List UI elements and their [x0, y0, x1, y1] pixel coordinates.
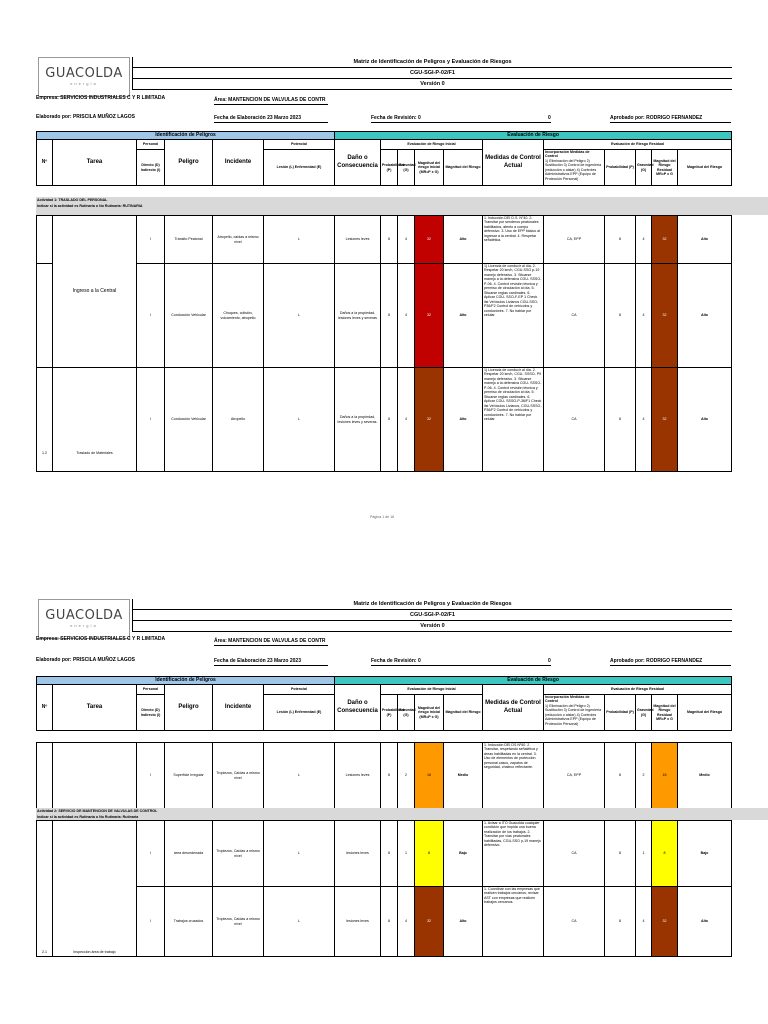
activity-band — [36, 197, 768, 215]
risk-table-body — [36, 742, 732, 809]
company-logo: GUACOLDA energía — [38, 57, 130, 97]
risk-magnitude-cell: 8 — [652, 821, 678, 887]
table-row: I Superficie Irregular Tropiezos, Caídas a mismo nivel L Lesiones leves 8 2 16 Medio 1. Inducción DEI DS Nº40. 2. Transitar, respetando señalética y áreas habilitadas en la central. 3. Uso de elementos de protección personal casco, zapatos de seguridad, chaleco reflectante. CA, EPP 8 2 16 Medio — [37, 743, 732, 809]
document-code: CGU-SGI-P-02/F1 — [133, 68, 732, 79]
risk-magnitude-cell: 32 — [415, 264, 444, 368]
table-row: I Trabajos cruzados Tropiezos, Caídas a mismo nivel L lesiones leves 8 4 32 Alto 1. Coordinar con las empresas que realicen trabajos cercanos, revisar AST con empresas que realicen trabajos cercanos. CA 8 4 32 Alto — [37, 887, 732, 957]
risk-table-header: Identificación de Peligros Evaluación de Riesgo Nº Tarea Personal Peligro Incidente Potencial Daño o Consecuencia Evaluación de Riesgo Inicial Medidas de Control Actual Evaluación de Riesgo Residual Directo (D) Indirecto (I) Lesión (L) Enfermedad (E) Probabilidad (P) Gravedad (G) Magnitud del riesgo inicial (MR=P x G) Magnitud del Riesgo Incorporación Medidas de Control 1) Eliminación del Peligro 2) Sustitución 3) Control de ingeniería (reducción o aislar) 4) Controles Administrativos EPP (Equipo de Protección Personal) Probabilidad (P) Gravedad (G) Magnitud del Riesgo Residual MR=P x G Magnitud del Riesgo — [36, 131, 732, 186]
risk-magnitude-cell: 8 — [415, 821, 444, 887]
document-title-box — [132, 57, 732, 90]
activity-title: Actividad 1: TRASLADO DEL PERSONAL — [37, 198, 108, 202]
page-number: Página 1 de 16 — [370, 515, 395, 519]
company-logo: GUACOLDA energía — [38, 599, 130, 639]
document-version: Versión 0 — [133, 79, 732, 90]
activity-band — [36, 808, 768, 820]
revision-label: Fecha de Revisión: 0 — [371, 115, 421, 121]
elaborado-label: Elaborado por: PRISCILA MUÑOZ LAGOS — [36, 114, 135, 120]
risk-magnitude-cell: 32 — [415, 887, 444, 957]
risk-magnitude-cell: 32 — [652, 216, 678, 264]
risk-magnitude-cell: 32 — [652, 368, 678, 472]
identificacion-header: Identificación de Peligros — [37, 132, 335, 140]
risk-magnitude-cell: 16 — [652, 743, 678, 809]
revision-value: 0 — [548, 115, 551, 121]
risk-table-header: Identificación de Peligros Evaluación de Riesgo Nº Tarea Personal Peligro Incidente Potencial Daño o Consecuencia Evaluación de Riesgo Inicial Medidas de Control Actual Evaluación de Riesgo Residual Directo (D) Indirecto (I) Lesión (L) Enfermedad (E) Probabilidad (P) Gravedad (G) Magnitud del riesgo inicial (MR=P x G) Magnitud del Riesgo Incorporación Medidas de Control 1) Eliminación del Peligro 2) Sustitución 3) Control de ingeniería (reducción o aislar) 4) Controles Administrativos EPP (Equipo de Protección Personal) Probabilidad (P) Gravedad (G) Magnitud del Riesgo Residual MR=P x G Magnitud del Riesgo — [36, 676, 732, 731]
risk-magnitude-cell: 16 — [415, 743, 444, 809]
risk-magnitude-cell: 32 — [415, 216, 444, 264]
document-title-box: Matriz de Identificación de Peligros y Evaluación de Riesgos CGU-SGI-P-02/F1 Versión 0 — [132, 599, 732, 632]
activity-type: Indicar si la actividad es Rutinaria o No Rutinaria: RUTINARIA — [37, 204, 143, 208]
activity-title: Actividad 2: SERVICIO DE MANTENCION DE VALVULAS DE CONTROL — [37, 809, 158, 813]
fecha-label: Fecha de Elaboración 23 Marzo 2023 — [214, 115, 301, 121]
risk-table-body-2 — [36, 820, 732, 957]
empresa-label: Empresa: SERVICIOS INDUSTRIALES C Y R LIMITADA — [36, 95, 166, 101]
risk-magnitude-cell: 32 — [415, 368, 444, 472]
table-row: 2.1 Inspección área de trabajo I área desordenada Tropiezos, Caídas a mismo nivel L lesiones leves 8 1 8 Bajo 1. Avisar a ITO Guacolda cualquier condición que impida una buena realización de los trabajos. 2. Transitar por vías peatonales habilitadas, CGU-SSO p-19 manejo defensivo. CA 8 1 8 Bajo — [37, 821, 732, 887]
area-label: Área: MANTENCION DE VALVULAS DE CONTR — [214, 97, 326, 103]
activity-type: Indicar si la actividad es Rutinaria o No Rutinaria: Rutinaria — [37, 815, 139, 819]
risk-magnitude-cell: 32 — [652, 264, 678, 368]
page-2: GUACOLDA energía Matriz de Identificación de Peligros y Evaluación de Riesgos CGU-SGI-P-02/F1 Versión 0 Empresa: SERVICIOS INDUSTRIALES C Y R LIMITADA Área: MANTENCION DE VALVULAS DE CONTR Elaborado por: PRISCILA MUÑOZ LAGOS Fecha de Elaboración 23 Marzo 2023 Fecha de Revisión: 0 0 Aprobado por: RODRIGO FERNANDEZ Identificación de Peligros Evaluación de Riesgo Nº Tarea Personal Peligro Incidente Potencial Daño o Consecuencia Evaluación de Riesgo Inicial Medidas de Control Actual Evaluación de Riesgo Residual Directo (D) Indirecto (I) Lesión (L) Enfermedad (E) Probabilidad (P) Gravedad (G) Magnitud del riesgo inicial (MR=P x G) Magnitud del Riesgo Incorporación Medidas de Control 1) Eliminación del Peligro 2) Sustitución 3) Control de ingeniería (reducción o aislar) 4) Controles Administrativos EPP (Equipo de Protección Personal) Probabilidad (P) Gravedad (G) Magnitud del Riesgo Residual MR=P x G Magnitud del Riesgo I Superficie Irregular Tropiezos, Caídas a mismo nivel L Lesiones leves 8 2 16 Medio 1. Inducción DEI DS Nº40. 2. Transitar, respetando señalética y áreas habilitadas en la central. 3. Uso de elementos de protección personal casco, zapatos de seguridad, chaleco reflectante. CA, EPP 8 2 16 Medio Actividad 2: SERVICIO DE MANTENCION DE VALVULAS DE CONTROL Indicar si la actividad es Rutinaria o No Rutinaria: Rutinaria 2.1 Inspección área de trabajo I área desordenada Tropiezos, Caídas a mismo nivel L lesiones leves 8 1 8 Bajo 1. Avisar a ITO Guacolda cualquier condición que impida una buena realización de los trabajos. 2. Transitar por vías peatonales habilitadas, CGU-SSO p-19 manejo defensivo. CA 8 1 8 Bajo I Trabajos cruzados Tropiezos, Caídas a mismo nivel L lesiones leves 8 4 32 Alto 1. Coordinar con las empresas que realicen trabajos cercanos, revisar AST con empresas que realicen trabajos cercanos. CA 8 4 32 Alto — [0, 540, 768, 1024]
risk-table-body — [36, 215, 732, 472]
table-row: Ingreso a la Central I Tránsito Peatonal Atropello, caídas a mismo nivel L Lesiones leves 8 4 32 Alto 1. Inducción DEI D.S. N°40. 2. Transitar por senderos peatonales habilitados, atento a cuerpo defensivo. 3. Uso de EPP básico al ingresar a la central. 4. Respetar señalética. CA, EPP 8 4 32 Alto — [37, 216, 732, 264]
risk-magnitude-cell: 32 — [652, 887, 678, 957]
task-cell: Ingreso a la Central — [53, 216, 137, 368]
evaluacion-header: Evaluación de Riesgo — [335, 132, 732, 140]
document-title: Matriz de Identificación de Peligros y Evaluación de Riesgos — [133, 57, 732, 68]
table-row: 1.2 Traslado de Materiales I Conducción Vehicular Atropello L Daños a la propiedad, lesiones leves y severas. 8 4 32 Alto 1) Licencia de conducir al día. 2. Respetar 20 km/h, CGU- SSSO- P9 manejo defensivo. 3. Situarse manejo a la defensiva CGU- SSSO- P-06. 4. Control revisión técnica y permiso de circulación al día. 5. Situarse reglas cardinales. 6. Aplicar CGU- SSSO-P-36/F1 Check list Vehículos Livianos, CGU-SSSO-P36/F2 Control de vehículos y conductores. 7. No hablar por celular. CA 8 4 32 Alto — [37, 368, 732, 472]
aprobado-label: Aprobado por: RODRIGO FERNANDEZ — [610, 115, 703, 121]
table-row: I Conducción Vehicular Choques, colisión, volcamiento, atropello L Daños a la propiedad, lesiones leves y severas 8 4 32 Alto 1) Licencia de conducir al día. 2. Respetar 20 km/h, CGU-SSO p-19 manejo defensivo. 3. Situarse manejo a la defensiva CGU- SSSO- P-06. 4. Control revisión técnica y permiso de circulación al día. 5. Situarse reglas cardinales. 6. Aplicar CGU- SSO-F-EP 1 Check list Vehículos Livianos CGU-SSO-P36/F2 Control de vehículos y conductores. 7. No hablar por celular. CA 8 4 32 Alto — [37, 264, 732, 368]
